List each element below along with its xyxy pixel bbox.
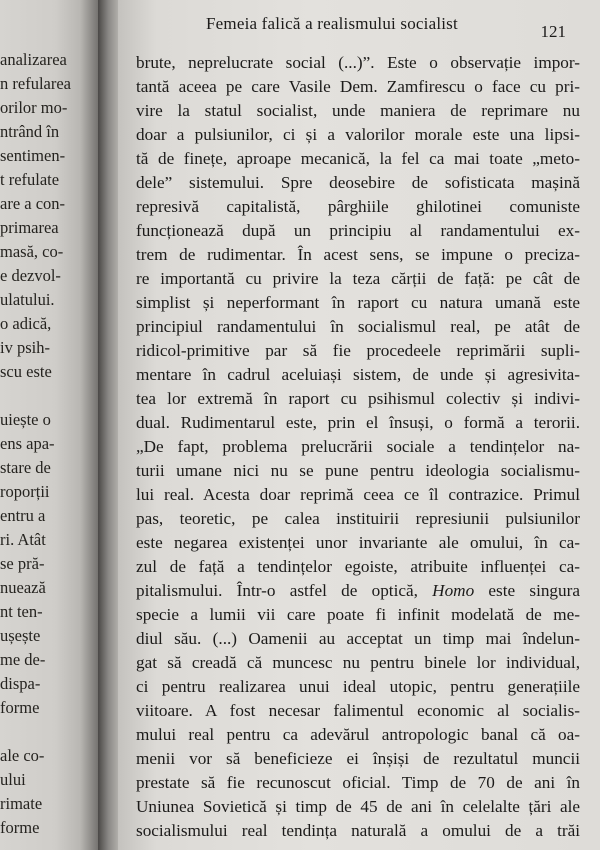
body-line: represivă capitalistă, pârghiile ghilotinei comuniste [136, 197, 580, 216]
right-page [118, 0, 600, 850]
left-page-line: forme [0, 818, 40, 837]
left-page-line: dispa- [0, 674, 41, 693]
body-line: doar a pulsiunilor, ci și a valorilor morale este una lipsi- [136, 125, 580, 144]
body-line: socialismului real tendința naturală a omului de a trăi [136, 821, 580, 840]
body-line: pas, teoretic, pe calea instituirii represiunii pulsiunilor [136, 509, 580, 528]
left-page-line: primarea [0, 218, 59, 237]
left-page-line: sentimen- [0, 146, 66, 165]
body-line: mului real pentru ca adevărul antropologic banal că oa- [136, 725, 580, 744]
left-page-line: are a con- [0, 194, 66, 213]
left-page-line: masă, co- [0, 242, 64, 261]
body-line: ci pentru realizarea unui ideal utopic, pentru generațiile [136, 677, 580, 696]
body-line: Uniunea Sovietică și timp de 45 de ani în celelalte țări ale [136, 797, 580, 816]
left-page-line: ens apa- [0, 434, 55, 453]
left-page-line: o adică, [0, 314, 52, 333]
body-line: dual. Rudimentarul este, prin el însuși, o formă a terorii. [136, 413, 580, 432]
body-line: turii umane nici nu se pune pentru ideologia socialismu- [136, 461, 580, 480]
left-page-line: se pră- [0, 554, 45, 573]
left-page-line: t refulate [0, 170, 60, 189]
left-page-line: entru a [0, 506, 46, 525]
left-page-line: nuează [0, 578, 46, 597]
page-number: 121 [540, 22, 566, 41]
left-page-line: analizarea [0, 50, 67, 69]
body-line: tea lor extremă în raport cu psihismul colectiv și indivi- [136, 389, 580, 408]
left-page-line: ușește [0, 626, 41, 645]
body-line: pitalismului. Într-o astfel de optică, Homo este singura [136, 581, 580, 600]
body-line: principiul randamentului în socialismul real, pe atât de [136, 317, 580, 336]
running-head: Femeia falică a realismului socialist [206, 14, 458, 33]
left-page-line: ului [0, 770, 26, 789]
left-page-line: ntrând în [0, 122, 60, 141]
body-line: trem de rudimentar. În acest sens, se impune o preciza- [136, 245, 580, 264]
left-page-line: n refularea [0, 74, 71, 93]
left-page-line: rimate [0, 794, 43, 813]
left-page-line: scu este [0, 362, 52, 381]
left-page-line: stare de [0, 458, 51, 477]
left-page-line: orilor mo- [0, 98, 68, 117]
left-page-line: iv psih- [0, 338, 50, 357]
left-page-line: ulatului. [0, 290, 55, 309]
left-page-line: ale co- [0, 746, 45, 765]
body-line: ridicol-primitive par să fie procedeele reprimării supli- [136, 341, 580, 360]
body-line: „De fapt, problema prelucrării sociale a tendințelor na- [136, 437, 580, 456]
body-line: prestate să fie recunoscut oficial. Timp de 70 de ani în [136, 773, 580, 792]
body-line: tă de finețe, aproape mecanică, la fel ca mai toate „meto- [136, 149, 580, 168]
body-line: zul de față a tendințelor egoiste, atribuite influenței ca- [136, 557, 580, 576]
left-page-line: e dezvol- [0, 266, 61, 285]
body-line: simplist și neperformant în raport cu natura umană este [136, 293, 580, 312]
left-page-line: roporții [0, 482, 50, 501]
body-line: viitoare. A fost necesar falimentul economic al socialis- [136, 701, 580, 720]
body-line: dele” sistemului. Spre deosebire de sofisticata mașină [136, 173, 580, 192]
left-page-line: ri. Atât [0, 530, 46, 549]
body-line: gat să creadă că muncesc nu pentru binele lor individual, [136, 653, 580, 672]
body-line: este negarea existenței unor invariante ale omului, în ca- [136, 533, 580, 552]
body-line: brute, neprelucrate social (...)”. Este o observație impor- [136, 53, 580, 72]
body-line: menii vor să beneficieze ei înșiși de rezultatul muncii [136, 749, 580, 768]
left-page-line: me de- [0, 650, 46, 669]
body-line: mentare în cadrul aceluiași sistem, de unde și agresivita- [136, 365, 580, 384]
left-page-line: uiește o [0, 410, 51, 429]
body-line: lui real. Acesta doar reprimă ceea ce îl contrazice. Primul [136, 485, 580, 504]
body-line: vire la statul socialist, unde maniera de reprimare nu [136, 101, 580, 120]
body-line: tantă aceea pe care Vasile Dem. Zamfirescu o face cu pri- [136, 77, 580, 96]
body-line: diul său. (...) Oamenii au acceptat un timp mai îndelun- [136, 629, 580, 648]
left-page-line: forme [0, 698, 40, 717]
body-line: re importantă cu privire la teza cărții de față: pe cât de [136, 269, 580, 288]
left-page [0, 0, 100, 850]
body-line: funcționează după un principiu al randamentului ex- [136, 221, 580, 240]
body-line: specie a lumii vii care poate fi infinit modelată de me- [136, 605, 580, 624]
left-page-line: nt ten- [0, 602, 43, 621]
